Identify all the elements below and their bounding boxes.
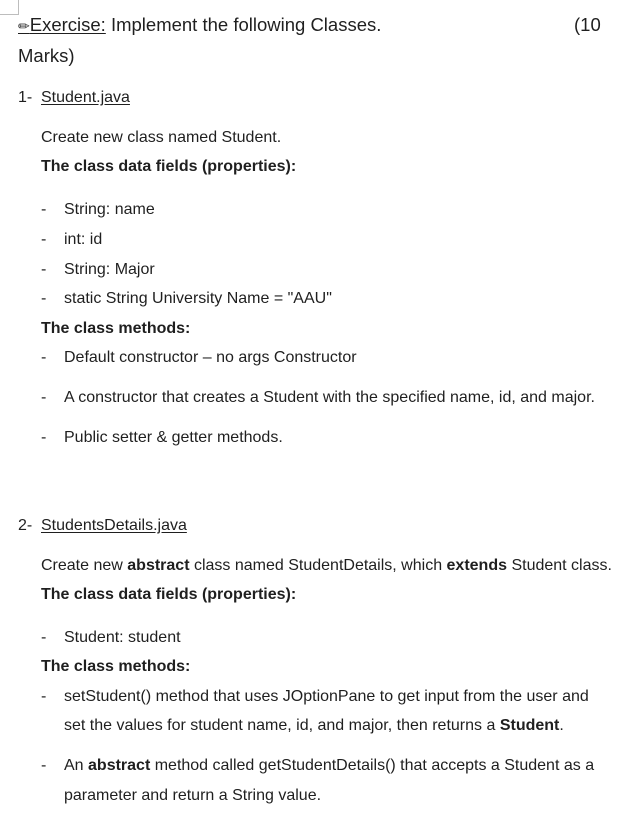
section1-fields-heading: The class data fields (properties): (41, 158, 297, 175)
section2-intro: Create new abstract class named StudentDetails, which extends Student class. (41, 557, 612, 574)
exercise-title: Implement the following Classes. (105, 14, 382, 35)
section2-filename: StudentsDetails.java (41, 517, 187, 534)
page-corner-mark (0, 0, 19, 15)
section2-methods-heading: The class methods: (41, 658, 191, 675)
section1-intro: Create new class named Student. (41, 129, 282, 146)
section2-fields-heading: The class data fields (properties): (41, 586, 297, 603)
list-item-continuation: parameter and return a String value. (64, 787, 322, 804)
exercise-heading (18, 14, 381, 36)
list-item-continuation: set the values for student name, id, and major, then returns a Student. (64, 717, 564, 734)
section1-number: 1- (18, 89, 33, 106)
exercise-label: ✏Exercise: (18, 14, 106, 35)
marks-close: Marks) (18, 45, 75, 66)
pencil-icon: ✏ (18, 18, 30, 34)
section2-number: 2- (18, 517, 33, 534)
marks-open: (10 (574, 14, 601, 35)
section1-methods-heading: The class methods: (41, 320, 191, 337)
section1-filename: Student.java (41, 89, 130, 106)
